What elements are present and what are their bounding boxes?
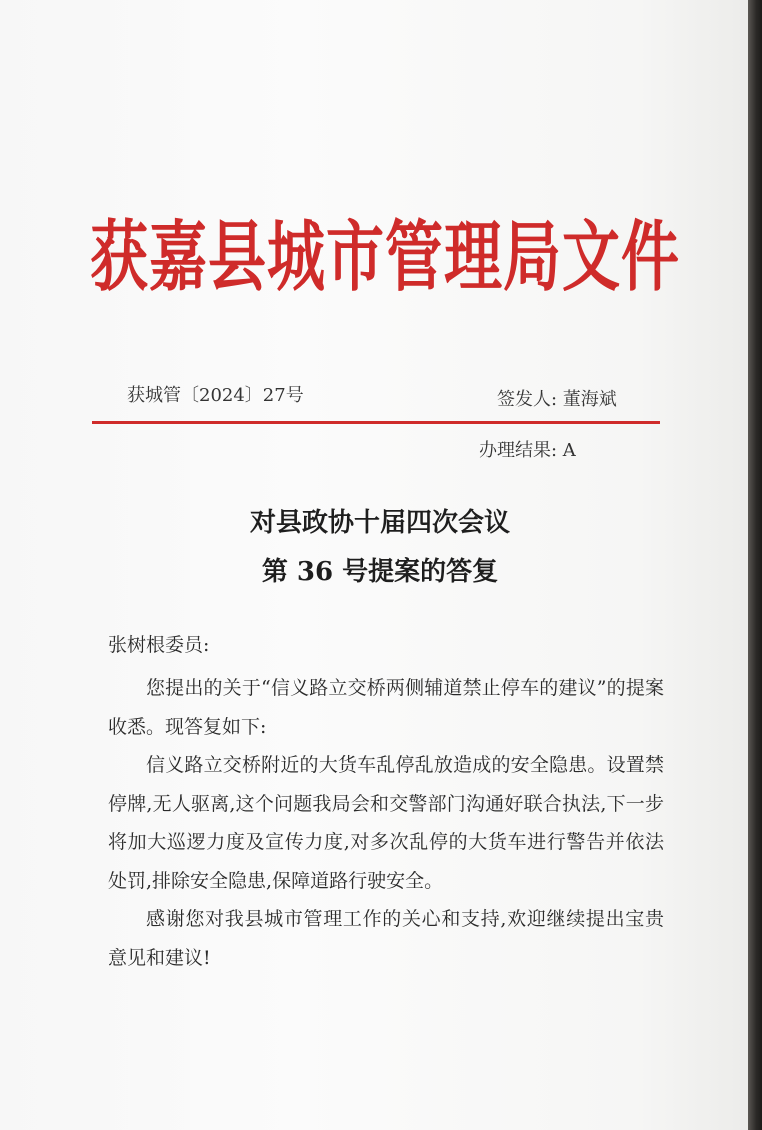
body-paragraph-3-text: 感谢您对我县城市管理工作的关心和支持,欢迎继续提出宝贵意见和建议!	[108, 908, 664, 969]
document-number: 获城管〔2024〕27号	[127, 385, 304, 406]
document-header-title: 获嘉县城市管理局文件	[90, 212, 681, 302]
body-paragraph-2-text: 信义路立交桥附近的大货车乱停乱放造成的安全隐患。设置禁停牌,无人驱离,这个问题我局会和交警部门沟通好联合执法,下一步将加大巡逻力度及宣传力度,对多次乱停的大货车进行警告并依法处罚,排除安全隐患,保障道路行驶安全。	[108, 754, 664, 892]
signer-label: 签发人: 董海斌	[497, 389, 617, 410]
body-paragraph-2	[108, 746, 664, 900]
body-paragraph-1	[108, 669, 664, 746]
body-paragraph-1-text: 您提出的关于“信义路立交桥两侧辅道禁止停车的建议”的提案收悉。现答复如下:	[108, 677, 664, 738]
background-edge	[748, 0, 762, 1130]
salutation: 张树根委员:	[108, 634, 210, 656]
reply-title-line1: 对县政协十届四次会议	[249, 508, 510, 538]
body-paragraph-3	[108, 900, 664, 977]
header-divider	[92, 421, 660, 424]
reply-title-line2: 第 36 号提案的答复	[261, 557, 499, 587]
processing-result: 办理结果: A	[479, 440, 576, 461]
